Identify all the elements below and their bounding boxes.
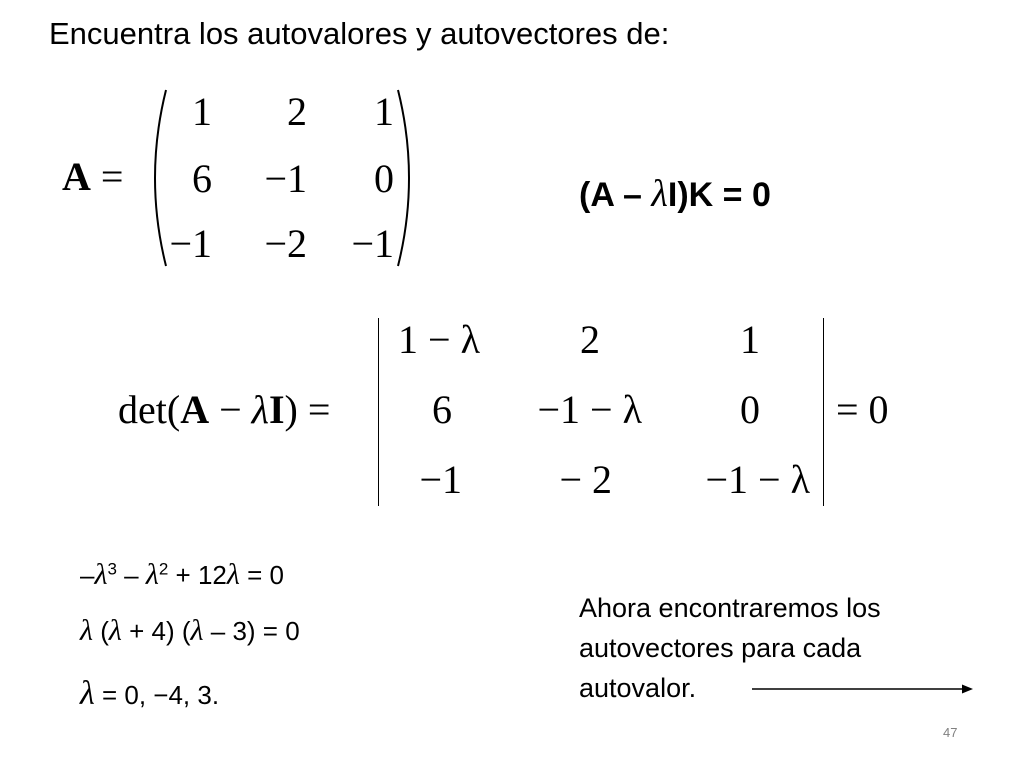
determinant-cell: 2 [580, 317, 600, 362]
determinant-cell: − 2 [559, 457, 612, 502]
arrow-right-icon [752, 681, 974, 697]
determinant-cell: 6 [432, 387, 452, 432]
matrix-cell: −2 [264, 221, 307, 266]
matrix-a-label: A = [62, 154, 124, 199]
slide-title: Encuentra los autovalores y autovectores de: [49, 16, 670, 51]
matrix-cell: 1 [192, 89, 212, 134]
characteristic-polynomial: $-\lambda^3 - \lambda^2 + 12\lambda = 0$ [80, 558, 284, 591]
determinant-lhs: det(A − λI) = [118, 387, 331, 432]
factored-polynomial: λ (λ + 4) (λ – 3) = 0 [80, 614, 300, 647]
page-number: 47 [943, 725, 958, 740]
matrix-cell: −1 [169, 221, 212, 266]
matrix-cell: 0 [374, 156, 394, 201]
matrix-cell: −1 [264, 156, 307, 201]
matrix-cell: 6 [192, 156, 212, 201]
determinant-right-bar [823, 318, 824, 506]
determinant-left-bar [378, 318, 379, 506]
matrix-cell: −1 [351, 221, 394, 266]
matrix-right-paren [390, 88, 424, 268]
determinant-cell: 0 [740, 387, 760, 432]
matrix-cell: 1 [374, 89, 394, 134]
determinant-rhs: = 0 [836, 387, 889, 432]
eigenvalues-result: λ = 0, −4, 3. [80, 675, 220, 712]
determinant-cell: −1 [419, 457, 462, 502]
determinant-cell: 1 − λ [398, 317, 480, 362]
note-line: autovalor. [579, 673, 697, 703]
determinant-cell: −1 − λ [537, 387, 642, 432]
eigen-equation: (A – λI)K = 0 [579, 173, 771, 215]
matrix-cell: 2 [287, 89, 307, 134]
determinant-cell: −1 − λ [705, 457, 810, 502]
note-line: autovectores para cada [579, 633, 862, 663]
determinant-cell: 1 [740, 317, 760, 362]
note-line: Ahora encontraremos los [579, 593, 881, 623]
